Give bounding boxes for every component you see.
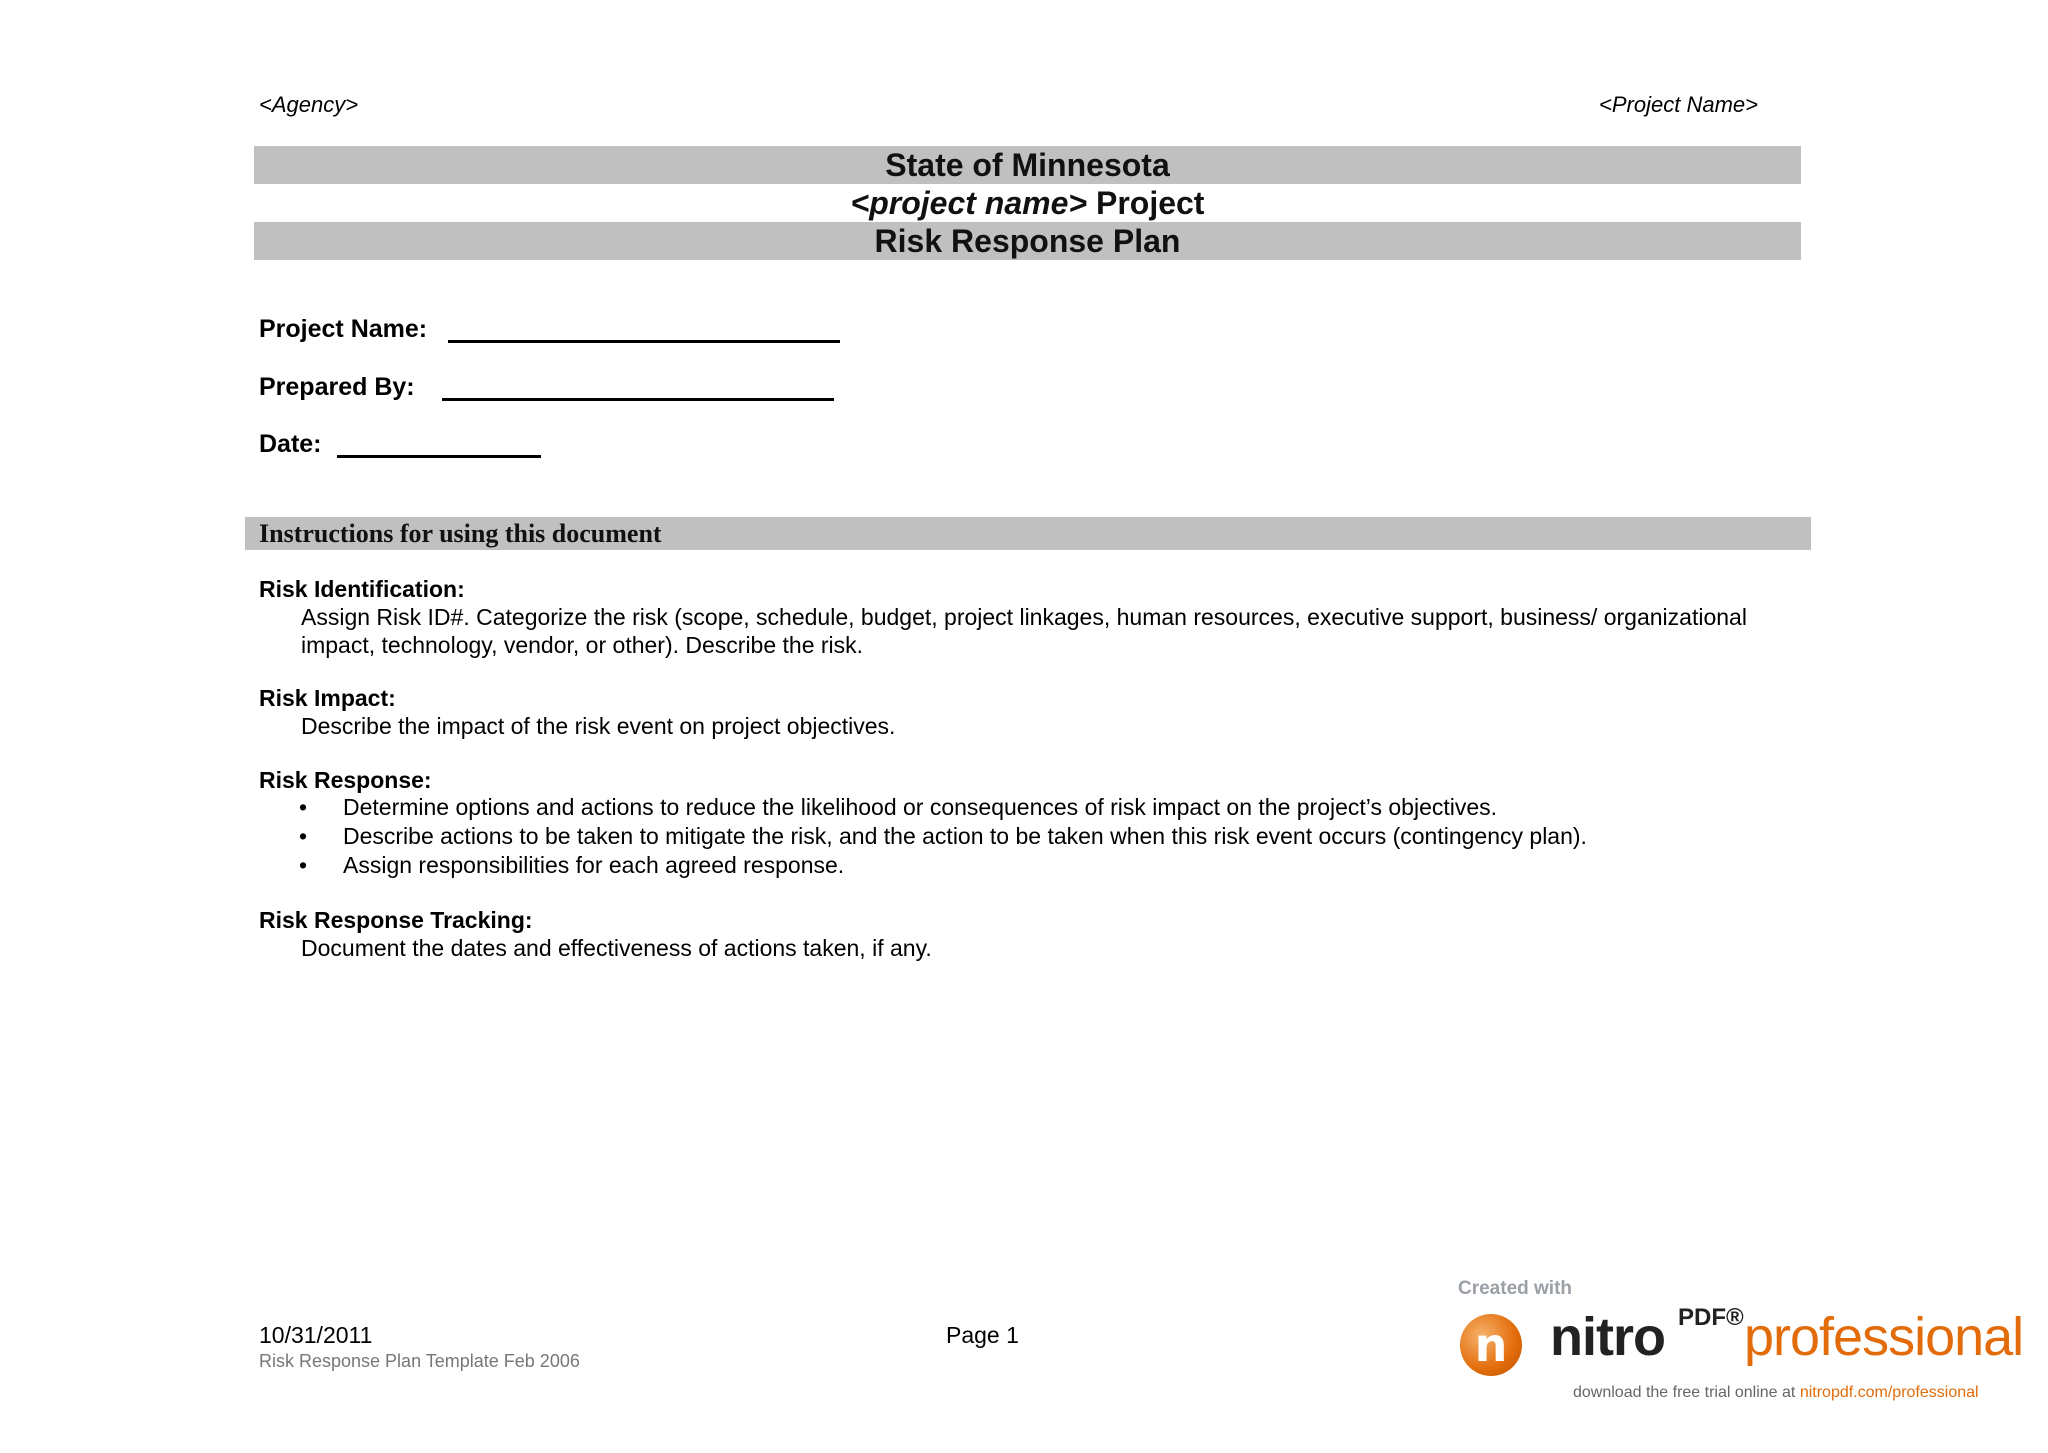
title-plan-text: Risk Response Plan [874,222,1181,259]
watermark-download [1573,1384,1979,1402]
risk-impact-title: Risk Impact: [259,685,396,711]
risk-response-bullet-1: Determine options and actions to reduce the likelihood or consequences of risk impact on the project’s objectives. [343,794,1498,820]
prepared-by-line[interactable] [442,398,834,401]
title-project-suffix: Project [1087,184,1205,221]
title-project-name-placeholder: <project name> [850,184,1088,221]
list-item [297,822,1587,851]
risk-response-list [297,793,1587,880]
bullet-icon: • [298,794,308,820]
title-plan [254,222,1801,260]
nitro-logo-icon: n [1460,1314,1522,1376]
watermark-download-url[interactable]: nitropdf.com/professional [1799,1384,1979,1401]
list-item [297,851,1587,880]
risk-identification-body: Assign Risk ID#. Categorize the risk (scope, schedule, budget, project linkages, human resources, executive support, business/ organizational impact, technology, vendor, or other). Describe the risk. [301,604,1747,658]
header-project-name: <Project Name> [1599,92,1758,117]
watermark-brand: nitro [1550,1307,1665,1367]
watermark-download-text: download the free trial online at [1573,1384,1800,1401]
project-name-label: Project Name: [259,315,428,343]
bullet-icon: • [298,823,308,849]
date-line[interactable] [337,455,541,458]
risk-identification-title: Risk Identification: [259,576,465,602]
project-name-line[interactable] [448,340,840,343]
list-item [297,793,1587,822]
risk-impact-body: Describe the impact of the risk event on project objectives. [301,713,896,739]
bullet-icon: • [298,852,308,878]
prepared-by-label: Prepared By: [259,373,415,401]
nitro-watermark[interactable] [1458,1276,2043,1416]
watermark-created-with: Created with [1458,1278,1573,1299]
header-agency: <Agency> [259,92,359,117]
instructions-heading [245,517,1811,550]
title-project [254,184,1801,222]
footer-template-name: Risk Response Plan Template Feb 2006 [259,1351,580,1371]
risk-response-title: Risk Response: [259,767,432,793]
title-state-text: State of Minnesota [885,146,1170,183]
footer-page-number: Page 1 [946,1322,1019,1348]
risk-response-bullet-2: Describe actions to be taken to mitigate the risk, and the action to be taken when this risk event occurs (contingency plan). [343,823,1587,849]
risk-response-bullet-3: Assign responsibilities for each agreed response. [343,852,845,878]
watermark-product: professional [1744,1307,2024,1367]
title-state [254,146,1801,184]
risk-response-tracking-body: Document the dates and effectiveness of actions taken, if any. [301,935,932,961]
footer-date: 10/31/2011 [259,1322,373,1348]
instructions-heading-text: Instructions for using this document [259,518,662,548]
date-label: Date: [259,430,322,458]
watermark-brand-sup: PDF® [1678,1304,1744,1331]
risk-response-tracking-title: Risk Response Tracking: [259,907,533,933]
